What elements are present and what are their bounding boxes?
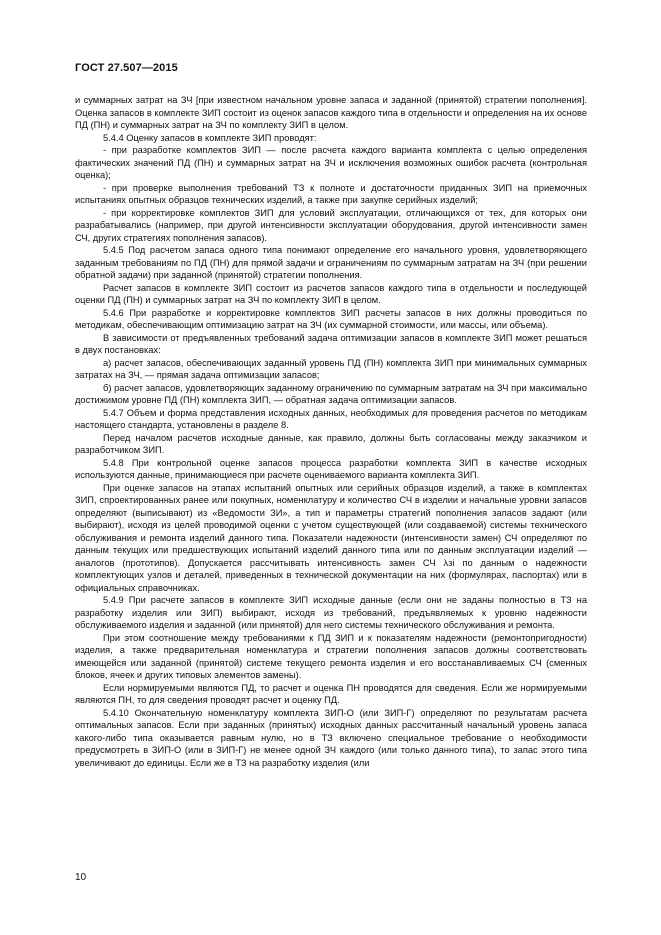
paragraph: 5.4.6 При разработке и корректировке комплектов ЗИП расчеты запасов в них должны проводиться по методикам, обеспечивающим оптимизацию затрат на ЗЧ (их суммарной стоимости, или массы, или объема). — [75, 307, 587, 330]
paragraph: и суммарных затрат на ЗЧ [при известном начальном уровне запаса и заданной (принятой) стратегии пополнения]. Оценка запасов в комплекте ЗИП состоит из оценок запасов каждого типа в отдельности и определения на их основе ПД (ПН) и суммарных затрат на ЗЧ по комплекту ЗИП в целом. — [75, 95, 587, 130]
document-header: ГОСТ 27.507—2015 — [75, 62, 178, 74]
paragraph: Расчет запасов в комплекте ЗИП состоит из расчетов запасов каждого типа в отдельности и последующей оценки ПД (ПН) и суммарных затрат на ЗЧ по комплекту ЗИП в целом. — [75, 282, 587, 305]
paragraph: Перед началом расчетов исходные данные, как правило, должны быть согласованы между заказчиком и разработчиком ЗИП. — [75, 432, 587, 455]
paragraph: 5.4.5 Под расчетом запаса одного типа понимают определение его начального уровня, удовлетворяющего заданным требованиям по ПД (ПН) для прямой задачи и ограничениям по суммарным затратам на ЗЧ (при решении обратной задачи) при заданной (принятой) стратегии пополнения. — [75, 245, 587, 280]
paragraph: - при проверке выполнения требований ТЗ к полноте и достаточности приданных ЗИП на приемочных испытаниях опытных образцов технических изделий, а также при закупке серийных изделий; — [75, 182, 587, 205]
paragraph: - при корректировке комплектов ЗИП для условий эксплуатации, отличающихся от тех, для которых они разрабатывались (например, при другой интенсивности эксплуатации оборудования, другой интенсивности замен СЧ, других стратегиях пополнения запасов). — [75, 207, 587, 243]
paragraph: Если нормируемыми являются ПД, то расчет и оценка ПН проводятся для сведения. Если же нормируемыми являются ПН, то для сведения проводят расчет и оценку ПД. — [75, 682, 587, 705]
paragraph: 5.4.8 При контрольной оценке запасов процесса разработки комплекта ЗИП в качестве исходных используются данные, принимающиеся при расчете оцениваемого варианта комплекта ЗИП. — [75, 457, 587, 480]
document-body — [75, 94, 587, 769]
page-number: 10 — [75, 872, 87, 883]
paragraph: При оценке запасов на этапах испытаний опытных или серийных образцов изделий, а также в комплектах ЗИП, спроектированных ранее или покупных, номенклатуру и количество СЧ в изделии и начальные уровни запасов определяют (выписывают) из «Ведомости ЗИ», а тип и параметры стратегий пополнения запасов задают (или выбирают), исходя из целей проводимой оценки с учетом существующей (или создаваемой) системы технического обслуживания и ремонта изделий данного типа. Показатели надежности (интенсивности замен) СЧ определяют по данным текущих или предшествующих испытаний изделий данного типа или по данным эксплуатации изделий — аналогов (прототипов). Допускается рассчитывать интенсивность замен СЧ λзi по данным о надежности комплектующих узлов и деталей, приведенных в технической документации на них (формулярах, паспортах) или в официальных справочниках. — [75, 482, 587, 593]
paragraph: - при разработке комплектов ЗИП — после расчета каждого варианта комплекта с целью определения фактических значений ПД (ПН) и суммарных затрат на ЗЧ и исключения возможных ошибок расчета (контрольная оценка); — [75, 145, 587, 180]
paragraph: б) расчет запасов, удовлетворяющих заданному ограничению по суммарным затратам на ЗЧ при максимально достижимом уровне ПД (ПН) комплекта ЗИП, — обратная задача оптимизации запасов. — [75, 382, 587, 405]
paragraph: 5.4.10 Окончательную номенклатуру комплекта ЗИП-О (или ЗИП-Г) определяют по результатам расчета оптимальных запасов. Если при заданных (принятых) исходных данных рассчитанный начальный уровень запаса какого-либо типа оказывается равным нулю, но в ТЗ включено специальное требование о необходимости предусмотреть в ЗИП-О (или в ЗИП-Г) не менее одной ЗЧ каждого (или только данного типа), то запас этого типа увеличивают до единицы. Если же в ТЗ на разработку изделия (или — [75, 707, 587, 768]
paragraph: 5.4.4 Оценку запасов в комплекте ЗИП проводят: — [103, 132, 317, 143]
paragraph: а) расчет запасов, обеспечивающих заданный уровень ПД (ПН) комплекта ЗИП при минимальных суммарных затратах на ЗЧ, — прямая задача оптимизации запасов; — [75, 357, 587, 380]
paragraph: В зависимости от предъявленных требований задача оптимизации запасов в комплекте ЗИП может решаться в двух постановках: — [75, 332, 587, 355]
paragraph: 5.4.9 При расчете запасов в комплекте ЗИП исходные данные (если они не заданы полностью в ТЗ на разработку изделия или ЗИП) выбирают, исходя из требований, предъявляемых к уровню надежности обслуживаемого изделия и заданной (или принятой) для него системы технического обслуживания и ремонта. — [75, 595, 587, 630]
paragraph: При этом соотношение между требованиями к ПД ЗИП и к показателям надежности (ремонтопригодности) изделия, а также предварительная номенклатура и стратегии пополнения запасов должны соответствовать имеющейся или заданной (принятой) системе текущего ремонта изделия и его восстанавливаемых СЧ (сменных блоков, ячеек и других типовых элементов замены). — [75, 632, 587, 680]
paragraph: 5.4.7 Объем и форма представления исходных данных, необходимых для проведения расчетов по методикам настоящего стандарта, установлены в разделе 8. — [75, 407, 587, 430]
